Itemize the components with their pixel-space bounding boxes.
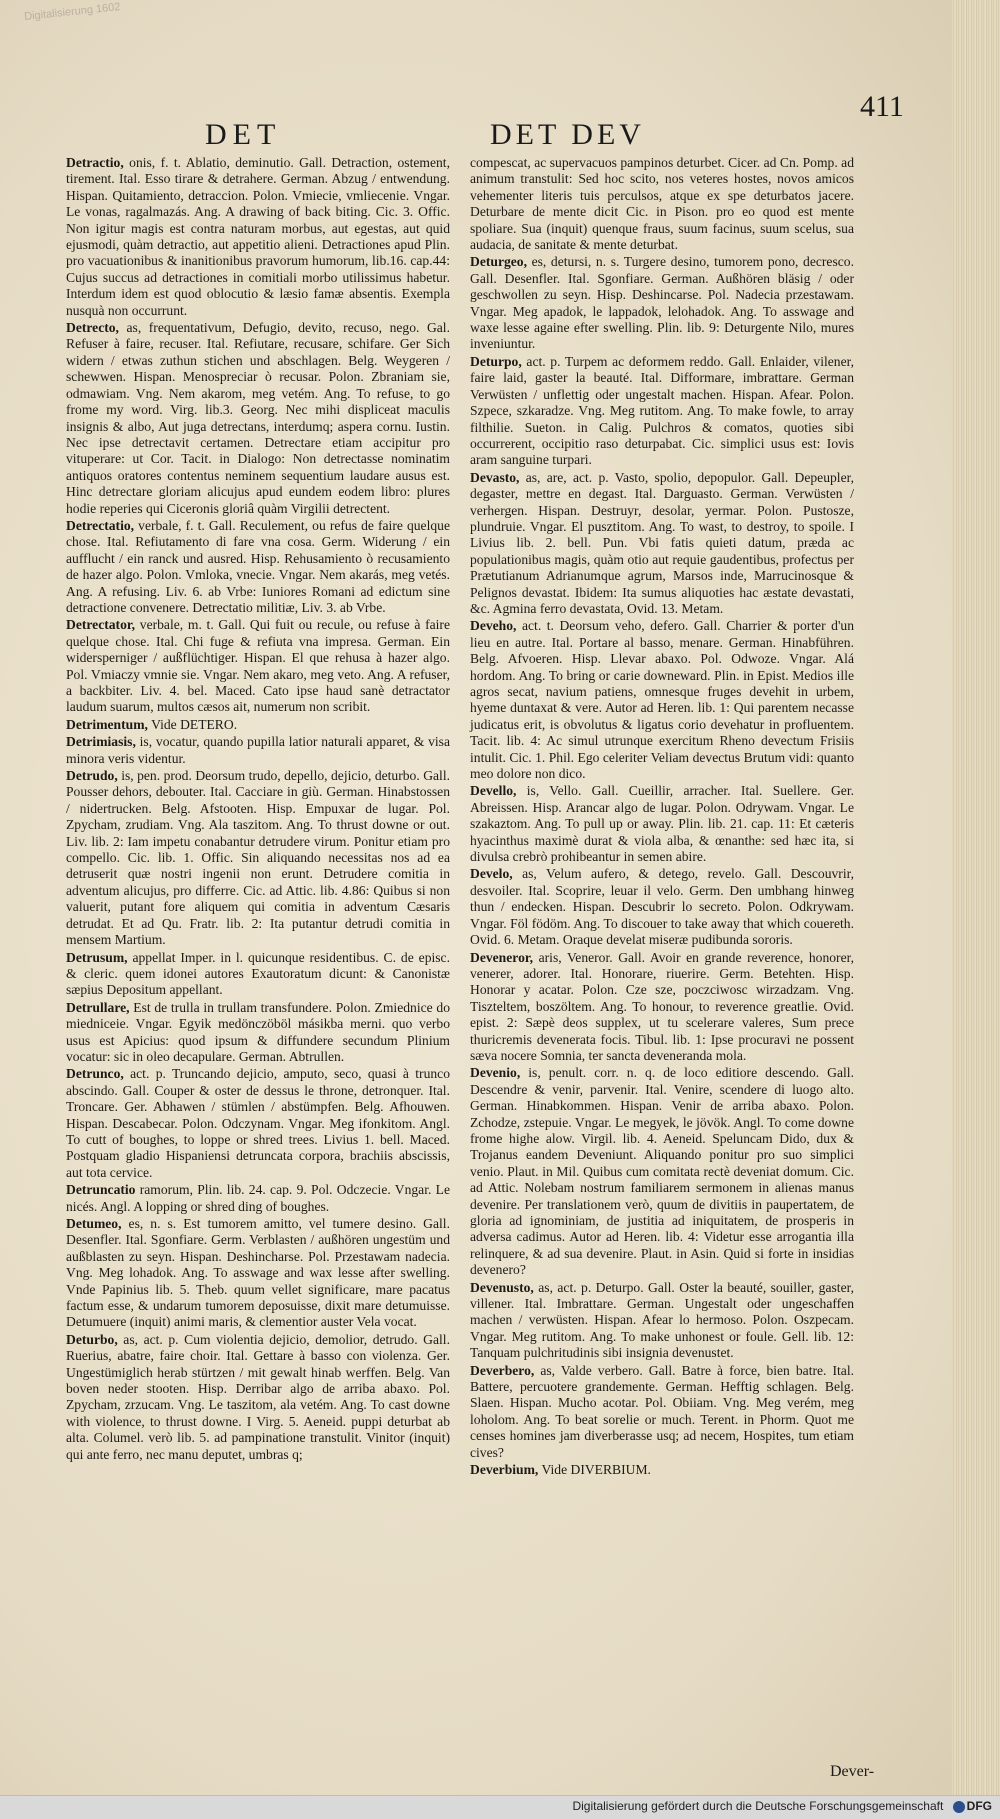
entry-headword: Deveho, — [470, 618, 517, 634]
entry-headword: Detrectator, — [66, 617, 136, 633]
entry-headword: Devenusto, — [470, 1279, 534, 1295]
entry-headword: Deturpo, — [470, 353, 522, 369]
page-edge — [952, 0, 1000, 1795]
entry-headword: Detrecto, — [66, 320, 119, 336]
footer-credit-text: Digitalisierung gefördert durch die Deutsche Forschungsgemeinschaft — [572, 1799, 944, 1813]
entry-headword: Devello, — [470, 783, 517, 799]
entry-headword: Deverbero, — [470, 1362, 535, 1378]
entry-text: verbale, f. t. Gall. Reculement, ou refus de faire quelque chose. Ital. Refiutamento di fare vna cosa. Germ. Widerung / ein aufflucht / ein ranck und ausred. Hisp. Rehusamiento ò recusamiento de hazer algo. Polon. Vmloka, vnecie. Vngar. Nem akarás, meg vetés. Ang. A refusing. Liv. 6. ab Vrbe: Iuniores Romani ad edictum sine detractione convenere. Detrectatio militiæ, Liv. 3. ab Vrbe. — [66, 517, 450, 615]
entry-headword: Detrullare, — [66, 999, 130, 1015]
entry-text: es, detursi, n. s. Turgere desino, tumorem pono, decresco. Gall. Desenfler. Ital. Sgonfiare. German. Außhören bläsig / oder geschwollen zu seyn. Hisp. Deshincarse. Pol. Nadecia przestawam. Vngar. Meg apadok, le lappadok, lelohadok. Ang. To asswage and waxe lesse againe efter swelling. Plin. lib. 9: Deturgente Nilo, mures inveniuntur. — [470, 254, 854, 352]
page-number: 411 — [860, 90, 904, 123]
dictionary-entry — [66, 717, 450, 733]
entry-headword: Develo, — [470, 866, 513, 882]
entry-headword: Detrudo, — [66, 768, 118, 784]
entry-headword: Detractio, — [66, 155, 124, 170]
entry-headword: Detrimentum, — [66, 716, 148, 732]
dictionary-entry — [470, 470, 854, 618]
library-stamp: Digitalisierung 1602 — [23, 0, 121, 24]
entry-text: appellat Imper. in l. quicunque residentibus. C. de episc. & cleric. quem idonei autores Exautoratum dicunt: & Canonistæ sæpius Depositum appellant. — [66, 949, 450, 998]
entry-text: onis, f. t. Ablatio, deminutio. Gall. Detraction, ostement, tirement. Ital. Esso tirare & detrahere. German. Abzug / entwendung. Hispan. Quitamiento, detraccion. Polon. Vmiecie, vmliecenie. Vngar. Le vonas, ragalmazás. Ang. A drawing of back biting. Cic. 3. Offic. Non igitur magis est contra naturam morbus, aut egestas, aut quid ejusmodi, quàm detractio, aut appetitio alieni. Detractiones apud Plin. pro vacuationibus & inanitionibus pravorum humorum, lib.16. cap.44: Cujus succus ad detractiones in comitiali morbo utilissimus habetur. Interdum idem est quod oblocutio & læsio famæ absentis. Exempla nusquà non occurrunt. — [66, 155, 450, 318]
entry-headword: Deverbium, — [470, 1462, 539, 1478]
entry-headword: Detrusum, — [66, 949, 128, 965]
footer-credit — [572, 1799, 992, 1813]
dictionary-entry — [470, 950, 854, 1065]
entry-text: act. p. Truncando dejicio, amputo, seco, quasi à trunco abscindo. Gall. Couper & oster de dessus le throne, detronquer. Ital. Troncare. Ger. Abhawen / stümlen / abstümpfen. Belg. Afhouwen. Hispan. Descabecar. Polon. Odczynam. Vngar. Meg ifonkitom. Angl. To cutt of boughes, to loppe or shred trees. Livius 1. bell. Maced. Postquam gladio Hispaniensi detruncata corpora, brachiis abscissis, aut tota cervice. — [66, 1066, 450, 1180]
left-column — [66, 155, 450, 1464]
dictionary-entry — [470, 1363, 854, 1461]
entry-text: compescat, ac supervacuos pampinos deturbet. Cicer. ad Cn. Pomp. ad animum transtulit: Sed hoc scito, nos veteres hostes, novos amicos vehementer literis tuis perculsos, atque ex spe deturbatos jacere. Deturbare de mente dicit Cic. in Pison. pro eo quod est mente spoliare. Sua (inquit) quenque fraus, suum facinus, suum scelus, sua audacia, de sanitate & mente deturbat. — [470, 155, 854, 253]
entry-headword: Devasto, — [470, 469, 520, 485]
entry-text: aris, Veneror. Gall. Avoir en grande reverence, honorer, venerer, adorer. Ital. Honorare, riuerire. Germ. Betehten. Hisp. Honorar y acatar. Polon. Cze sze, poczciwosc wirzadzam. Vng. Tiszteltem, boszöltem. Ang. To honour, to reverence greatlie. Ovid. epist. 2: Sæpè deos supplex, ut tu scelerare valeres, Sum prece thuricremis devenerata focis. Tibul. lib. 1: Ipse procuravi ne possent sæva nocere Somnia, ter sancta deveneranda mola. — [470, 949, 854, 1063]
dictionary-entry — [470, 783, 854, 865]
dictionary-entry — [66, 155, 450, 319]
dictionary-entry — [66, 1000, 450, 1066]
catchword: Dever- — [830, 1763, 875, 1780]
dfg-logo — [953, 1799, 992, 1813]
entry-text: as, frequentativum, Defugio, devito, recuso, nego. Gal. Refuser à faire, recuser. Ital. Refiutare, recusare, schifare. Ger Sich widern / etwas zuthun stichen und abschlagen. Belg. Weygeren / schewwen. Hispan. Menospreciar ò recusar. Polon. Zbraniam sie, odmawiam. Vng. Nem akarom, meg vetém. Ang. To refuse, to go frome my word. Virg. lib.3. Georg. Nec mihi displiceat maculis insignis & albo, Aut juga detrectans, interdumq; aspera cornu. Iustin. Nec ipse detrectavit certamen. Detrectare etiam accipitur pro vituperare: ut Cor. Tacit. in Dialogo: Non detrectasse nominatim antiquos oratores contentus neminem sequentium laudare ausus est. Hinc detrectare gloriam alicujus apud eundem eodem libro: plures hodie reperies qui Ciceronis gloriâ quàm Virgilii detrectent. — [66, 320, 450, 516]
entry-text: es, n. s. Est tumorem amitto, vel tumere desino. Gall. Desenfler. Ital. Sgonfiare. Germ. Verblasten / außhören ungestüm und außblasten zu seyn. Hispan. Deshincharse. Pol. Przestawam nadecia. Vng. Meg lohadok. Ang. To asswage and wax lesse after swelling. Vnde Papinius lib. 5. Theb. quum vellet significare, mare pacatus factum esse, & undarum tumorem deposuisse, dixit mare detumuisse. Detumuere (inquit) animi maris, & clementior auster Vela vocat. — [66, 1216, 450, 1330]
entry-headword: Devenio, — [470, 1065, 521, 1081]
entry-headword: Detumeo, — [66, 1216, 122, 1231]
entry-text: as, Valde verbero. Gall. Batre à force, bien batre. Ital. Battere, percuotere grandemente. German. Hefftig schlagen. Belg. Slaen. Hispan. Mucho acotar. Pol. Obiiam. Vng. Meg verém, meg loholom. Ang. To beat sorelie or much. Terent. in Phorm. Quot me censes homines jam diverberasse usq; ad necem, Hospites, tum etiam cives? — [470, 1362, 854, 1460]
entry-text: as, Velum aufero, & detego, revelo. Gall. Descouvrir, desvoiler. Ital. Scoprire, leuar il velo. Germ. Den umbhang hinweg thun / endecken. Hispan. Descubrir lo secreto. Polon. Odkrywam. Vngar. Föl födöm. Ang. To discouer to take away that which couereth. Ovid. 6. Metam. Oraque develat miseræ pudibunda sororis. — [470, 866, 854, 948]
entry-headword: Detruncatio — [66, 1182, 136, 1198]
dictionary-entry — [470, 1280, 854, 1362]
entry-text: act. p. Turpem ac deformem reddo. Gall. Enlaider, vilener, faire laid, gaster la beauté. Ital. Difformare, imbrattare. German Verwüsten / unflettig oder ungestalt machen. Hispan. Afear. Polon. Szpece, szkaradze. Vng. Meg rutitom. Ang. To make fowle, to array filthilie. Sueton. in Calig. Pulchros & comatos, quoties sibi occurrerent, occipitio raso deturpabat. Cic. simplici usus est: Iovis aram sanguine turpari. — [470, 353, 854, 468]
dictionary-entry — [66, 1182, 450, 1215]
entry-headword: Deveneror, — [470, 949, 534, 965]
dfg-logo-icon — [953, 1801, 965, 1813]
entry-text: as, are, act. p. Vasto, spolio, depopulor. Gall. Depeupler, degaster, mettre en degast. Ital. Darguasto. German. Verwüsten / verhergen. Hispan. Destruyr, desolar, yermar. Polon. Pustosze, plundruie. Vngar. El pusztitom. Ang. To wast, to destroy, to spoile. I Livius lib. 2. bell. Pun. Vbi fatis quieti datum, præda ac populationibus magis, quàm otio aut requie gaudentibus, profectus per Prætutianum Adrianumque agrum, Marsos inde, Marrucinosque & Pelignos devastat. Ibidem: Ita sumus aliquoties hac æstate devastati, &c. Agmina ferro devastata, Ovid. 13. Metam. — [470, 469, 854, 616]
running-head-right: DET DEV — [490, 118, 645, 151]
dictionary-entry — [66, 1216, 450, 1331]
entry-text: as, act. p. Cum violentia dejicio, demolior, detrudo. Gall. Ruerius, abatre, faire choir. Ital. Gettare à basso con violenza. Ger. Ungestümiglich herab stürtzen / mit gewalt hinab werffen. Belg. Van boven neder stooten. Hisp. Derribar algo de arriba abaxo. Pol. Zpycham, zrzucam. Vng. Le taszitom, ala vetém. Ang. To cast downe with violence, to thrust downe. I Virg. 5. Aeneid. puppi deturbat ab alta. Columel. verò lib. 5. ad pampinatione transtulit. Vinitor (inquit) qui ante ferro, nec manu deputet, umbras q; — [66, 1331, 450, 1462]
dictionary-entry — [66, 1066, 450, 1181]
entry-headword: Deturbo, — [66, 1331, 118, 1347]
entry-text: is, penult. corr. n. q. de loco editiore descendo. Gall. Descendre & venir, parvenir. Ital. Venire, scendere di luogo alto. German. Hinabkommen. Hispan. Venir de arriba abaxo. Polon. Zchodze, zstepuie. Vngar. Le megyek, le jövök. Angl. To come downe frome highe alow. Virgil. lib. 4. Aeneid. Speluncam Dido, dux & Trojanus eandem Deveniunt. Aliquando ponitur pro suo simplici venio. Plaut. in Mil. Quibus cum comitata rectè deveniat domum. Cic. ad Attic. Nolebam nostrum familiarem sermonem in alienas manus devenire. Per translationem verò, quum de divitiis in paupertatem, de gloria ad ignominiam, de justitia ad iniquitatem, de prosperis in adversa cadimus. Autor ad Heren. lib. 4: Videtur esse arrogantia illa relinquere, & ad sua devenire. Plaut. in Asin. Quid si forte in insidias devenero? — [470, 1065, 854, 1278]
entry-text: ramorum, Plin. lib. 24. cap. 9. Pol. Odczecie. Vngar. Le nicés. Angl. A lopping or shred ding of boughes. — [66, 1182, 450, 1214]
dictionary-entry — [470, 866, 854, 948]
entry-text: as, act. p. Deturpo. Gall. Oster la beauté, souiller, gaster, villener. Ital. Imbrattare. German. Ungestalt oder ungeschaffen machen / verwüsten. Hispan. Afear lo hermoso. Polon. Oszpecam. Vngar. Meg rutitom. Ang. To make unhonest or foule. Gell. lib. 12: Tanquam pulchritudinis sibi insignia devenustet. — [470, 1279, 854, 1361]
entry-text: Vide DETERO. — [151, 716, 238, 732]
dictionary-entry — [66, 518, 450, 616]
entry-text: Vide DIVERBIUM. — [541, 1462, 651, 1478]
dictionary-entry — [66, 950, 450, 999]
right-column — [470, 155, 854, 1480]
dictionary-entry — [470, 1065, 854, 1278]
entry-headword: Detrunco, — [66, 1066, 124, 1082]
running-head-left: DET — [205, 118, 282, 151]
dictionary-entry — [66, 617, 450, 715]
entry-text: is, vocatur, quando pupilla latior naturali apparet, & visa minora veris videntur. — [66, 734, 450, 766]
dictionary-entry — [470, 155, 854, 253]
dictionary-entry — [470, 1462, 854, 1478]
dfg-logo-text: DFG — [966, 1799, 992, 1813]
entry-text: act. t. Deorsum veho, defero. Gall. Charrier & porter d'un lieu en autre. Ital. Portare al basso, menare. German. Hinabführen. Belg. Afvoeren. Hisp. Llevar abaxo. Pol. Odwoze. Vngar. Alá hordom. Ang. To bring or carie downeward. Plin. in Epist. Medios ille agros secat, navium patiens, omnesque fruges devehit in urbem, hyeme duntaxat & vere. Autor ad Heren. lib. 1: Qui parentem necasse judicatus erit, is obvolutus & ligatus corio devehatur in profluentem. Tacit. lib. 4: Ac simul utrunque exercitum Rheno devectum Frisiis intulit. Cic. 1. Phil. Ego celeriter Veliam devectus Brutum vidi: quanto meo dolore non dico. — [470, 618, 854, 782]
entry-headword: Detrimiasis, — [66, 734, 136, 750]
dictionary-entry — [66, 1332, 450, 1463]
entry-text: verbale, m. t. Gall. Qui fuit ou recule, ou refuse à faire quelque chose. Ital. Chi fuge & refiuta vna impresa. German. Ein widersperniger / außflüchtiger. Hispan. El que rehusa à hazer algo. Pol. Vmiaczy vmnie sie. Vngar. Nem akaro, meg veto. Ang. A refuser, a backbiter. Liv. 4. bel. Maced. Cato ipse haud sanè detractator laudum suarum, multos cæsos ait, numerum non scribit. — [66, 617, 450, 715]
entry-text: Est de trulla in trullam transfundere. Polon. Zmiednice do miedniceie. Vngar. Egyik medönczöböl másikba merni. quo verbo usus est Apicius: quod ipsum & diffundere secundum Plinium vocatur: sic in oleo decapulare. German. Abtrullen. — [66, 999, 450, 1064]
entry-text: is, Vello. Gall. Cueillir, arracher. Ital. Suellere. Ger. Abreissen. Hisp. Arancar algo de lugar. Polon. Odrywam. Vngar. Le szakaztom. Ang. To pull up or away. Plin. lib. 21. cap. 11: Et cæteris hyacinthus maximè durat & viola alba, & œnanthe: sed hæc ita, si divulsa crebrò prohibeantur in semen abire. — [470, 783, 854, 865]
dictionary-entry — [66, 768, 450, 948]
dictionary-entry — [470, 254, 854, 352]
entry-text: is, pen. prod. Deorsum trudo, depello, dejicio, deturbo. Gall. Pousser dehors, debouter. Ital. Cacciare in giù. German. Hinabstossen / nidertrucken. Belg. Afstooten. Hisp. Empuxar de lugar. Pol. Zpycham, zrudiam. Vng. Ala taszitom. Ang. To thrust downe or out. Liv. lib. 2: Iam impetu conabantur detrudere virum. Ponitur etiam pro compello. Cic. lib. 1. Offic. Sin aliquando necessitas nos ad ea detruserit quæ nostri ingenii non erunt. Detrudere comitia in adventum alicujus, pro differre. Cic. ad Attic. lib. 4.86: Quibus si non valuerit, putant fore aliquem qui comitia in adventum Cæsaris detrudat. Et ad Qu. Fratr. lib. 2: Ita putantur detrudi comitia in mensem Martium. — [66, 768, 450, 948]
footer-bar — [0, 1795, 1000, 1819]
dictionary-entry — [66, 320, 450, 517]
dictionary-entry — [470, 618, 854, 782]
entry-headword: Deturgeo, — [470, 254, 527, 270]
dictionary-entry — [66, 734, 450, 767]
dictionary-entry — [470, 354, 854, 469]
entry-headword: Detrectatio, — [66, 517, 135, 533]
